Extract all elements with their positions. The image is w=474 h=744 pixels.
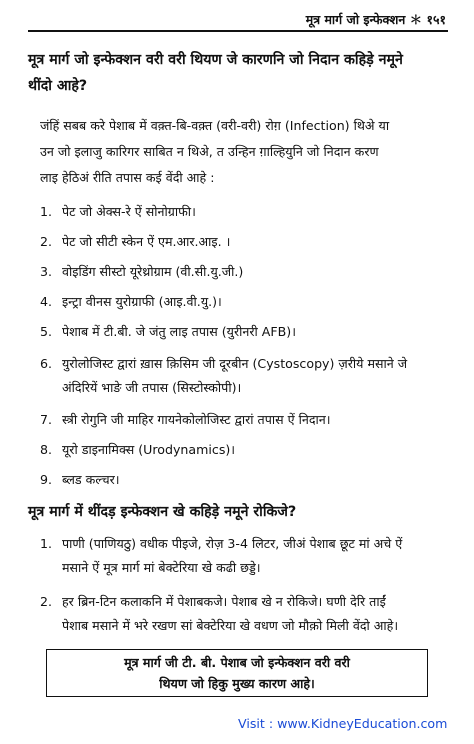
list-text: पेट जो सीटी स्केन ऐं एम.आर.आइ. । <box>62 234 231 249</box>
list-item <box>40 320 454 344</box>
list-text: युरोलोजिस्ट द्वारां ख़ास क़िसिम जी दूरबीन (Cystoscopy) ज़रीये मसाने जे <box>62 356 408 371</box>
list-item <box>40 230 454 254</box>
list-item <box>40 438 454 462</box>
intro-line1: जंहिं सबब करे पेशाब में वक़्त-बि-वक़्त (वरी-वरी) रोग़ (Infection) थिअे या <box>40 118 390 133</box>
list-item <box>40 532 454 580</box>
list-number: 6. <box>40 356 53 371</box>
running-header: मूत्र मार्ग जो इन्फेक्शन ＊ १५१ <box>305 12 446 27</box>
intro-line2: उन जो इलाजु कारिगर साबित न थिअे, त उन्हिन ग़ाल्हियुनि जो निदान करण <box>40 144 379 159</box>
list-number: 1. <box>40 536 53 551</box>
section2-heading: मूत्र मार्ग में थींदड़ इन्फेक्शन खे कहिड़े नमूने रोकिजे? <box>28 504 297 520</box>
list-number: 2. <box>40 594 53 609</box>
list-text: हर ब्रिन-टिन कलाकनि में पेशाबकजे। पेशाब खे न रोकिजे। घणी देरि ताईं <box>62 594 386 609</box>
list-item <box>40 290 454 314</box>
list-text-continued: पेशाब मसाने में भरे रखण सां बेक्टेरिया खे वधण जो मौक़ो मिली वेंदो आहे। <box>62 618 399 633</box>
list-item <box>40 468 454 492</box>
section1-heading-line1: मूत्र मार्ग जो इन्फेक्शन वरी वरी थियण जे कारणनि जो निदान कहिड़े नमूने <box>28 52 403 68</box>
list-number: 8. <box>40 442 53 457</box>
list-text: पेशाब में टी.बी. जे जंतु लाइ तपास (युरीनरी AFB)। <box>62 324 296 339</box>
list-item <box>40 260 454 284</box>
list-text: ब्लड कल्चर। <box>62 472 120 487</box>
list-text: स्त्री रोगुनि जी माहिर गायनेकोलोजिस्ट द्वारां तपास ऐं निदान। <box>62 412 331 427</box>
list-item <box>40 352 454 400</box>
list-item <box>40 590 454 638</box>
section1-heading-line2: थींदो आहे? <box>28 78 88 94</box>
list-text: पेट जो अेक्स-रे ऐं सोनोग्राफी। <box>62 204 196 219</box>
list-text-continued: अंदिरियें भाङे जी तपास (सिस्टोस्कोपी)। <box>62 380 242 395</box>
callout-box <box>46 649 428 697</box>
callout-line2: थियण जो हिकु मुख्य कारण आहे। <box>159 676 315 691</box>
intro-line3: लाइ हेठिअं रीति तपास कई वेंदी आहे : <box>40 170 215 185</box>
list-text-continued: मसाने ऐं मूत्र मार्ग मां बेक्टेरिया खे कढी छड्डे। <box>62 560 261 575</box>
list-item <box>40 408 454 432</box>
list-text: यूरो डाइनामिक्स (Urodynamics)। <box>62 442 236 457</box>
list-text: वोइडिंग सीस्टो यूरेथ्रोग्राम (वी.सी.यु.जी.) <box>62 264 244 279</box>
list-number: 5. <box>40 324 53 339</box>
list-number: 2. <box>40 234 53 249</box>
list-number: 9. <box>40 472 53 487</box>
callout-line1: मूत्र मार्ग जी टी. बी. पेशाब जो इन्फेक्शन वरी वरी <box>124 655 350 670</box>
list-text: पाणी (पाणियठु) वधीक पीइजे, रोज़ 3-4 लिटर, जीअं पेशाब छूट मां अचे ऐं <box>62 536 403 551</box>
list-number: 1. <box>40 204 53 219</box>
list-number: 3. <box>40 264 53 279</box>
header-rule <box>28 30 448 32</box>
list-text: इन्ट्रा वीनस युरोग्राफी (आइ.वी.यु.)। <box>62 294 222 309</box>
list-number: 7. <box>40 412 53 427</box>
footer-website-link[interactable]: Visit : www.KidneyEducation.com <box>238 716 448 731</box>
list-item <box>40 200 454 224</box>
list-number: 4. <box>40 294 53 309</box>
